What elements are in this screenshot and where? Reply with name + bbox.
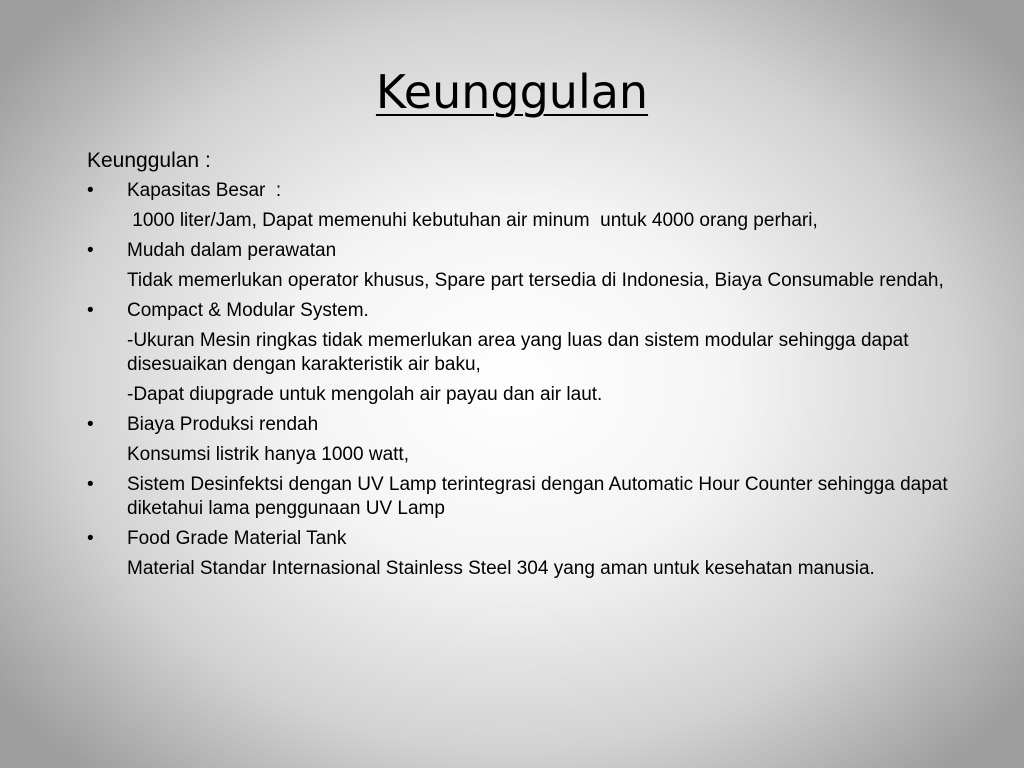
bullet-icon: • <box>87 300 94 321</box>
bullet-detail: Material Standar Internasional Stainless Steel 304 yang aman untuk kesehatan manusia. <box>127 558 875 579</box>
bullet-item-uv <box>87 473 967 521</box>
bullet-icon: • <box>87 180 94 201</box>
slide-title-text: Keunggulan <box>375 65 649 119</box>
bullet-detail: -Dapat diupgrade untuk mengolah air payau dan air laut. <box>127 384 603 405</box>
bullet-heading: Biaya Produksi rendah <box>127 414 319 435</box>
slide-body <box>87 148 967 587</box>
bullet-icon: • <box>87 414 94 435</box>
bullet-detail: 1000 liter/Jam, Dapat memenuhi kebutuhan air minum untuk 4000 orang perhari, <box>127 210 818 231</box>
bullet-icon: • <box>87 240 94 261</box>
bullet-detail: Konsumsi listrik hanya 1000 watt, <box>127 444 409 465</box>
bullet-detail: Tidak memerlukan operator khusus, Spare part tersedia di Indonesia, Biaya Consumable rendah, <box>127 270 944 291</box>
intro-text: Keunggulan : <box>87 149 211 172</box>
bullet-item-kapasitas <box>87 179 967 203</box>
bullet-item-perawatan <box>87 239 967 263</box>
bullet-heading: Sistem Desinfektsi dengan UV Lamp terintegrasi dengan Automatic Hour Counter sehingga dapat diketahui lama penggunaan UV Lamp <box>127 474 948 519</box>
bullet-item-compact <box>87 299 967 323</box>
bullet-item-material <box>87 527 967 551</box>
bullet-heading: Kapasitas Besar : <box>127 180 282 201</box>
bullet-heading: Compact & Modular System. <box>127 300 369 321</box>
bullet-icon: • <box>87 528 94 549</box>
bullet-detail: -Ukuran Mesin ringkas tidak memerlukan area yang luas dan sistem modular sehingga dapat disesuaikan dengan karakteristik air baku, <box>127 330 909 375</box>
bullet-icon: • <box>87 474 94 495</box>
bullet-heading: Food Grade Material Tank <box>127 528 347 549</box>
bullet-item-biaya <box>87 413 967 437</box>
slide-title <box>0 62 1024 122</box>
bullet-heading: Mudah dalam perawatan <box>127 240 337 261</box>
